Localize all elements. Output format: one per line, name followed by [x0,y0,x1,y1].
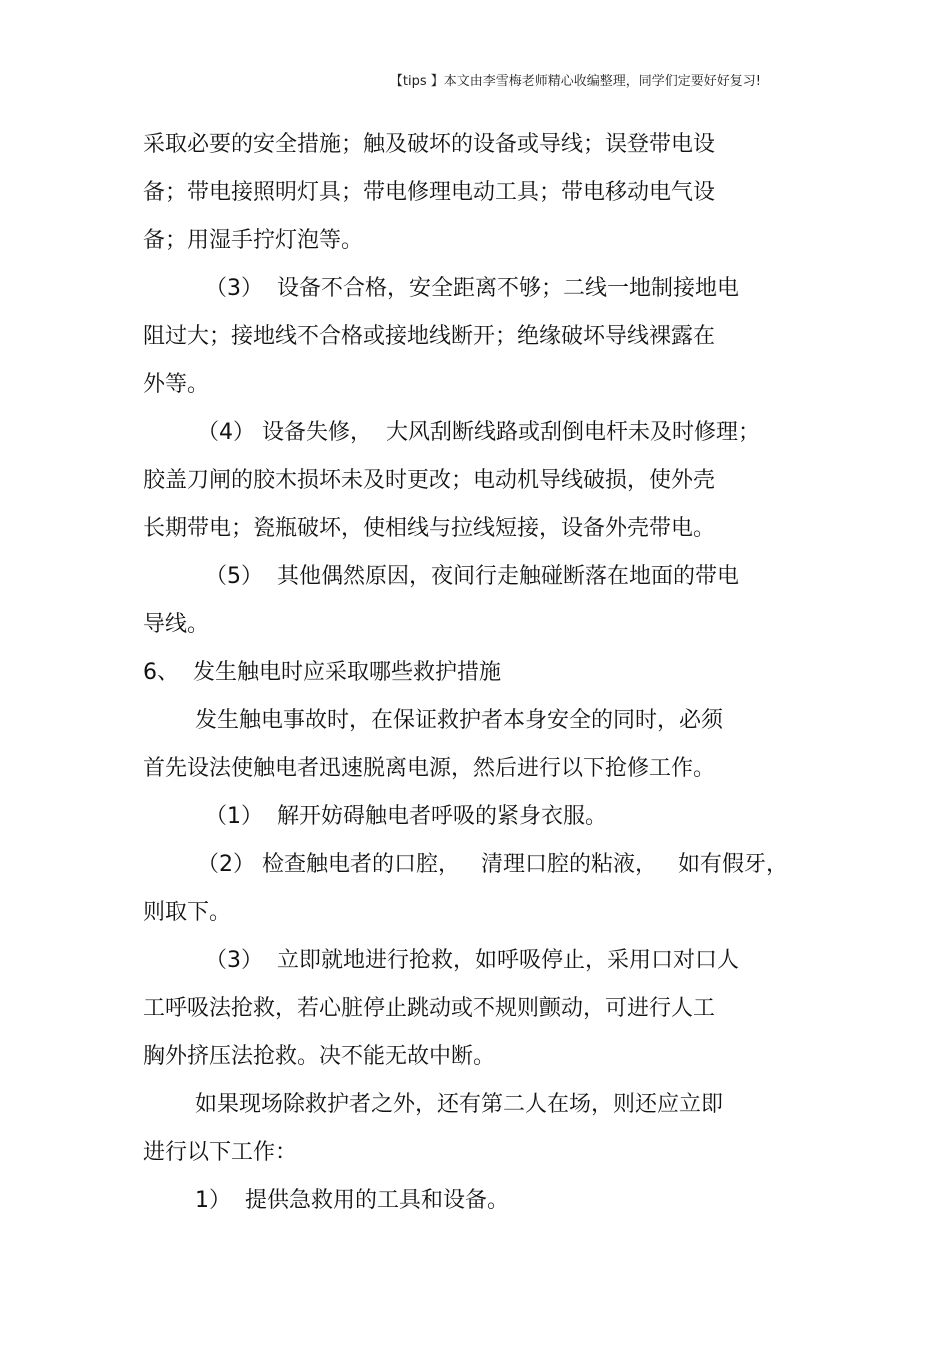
text-line: 胶盖刀闸的胶木损坏未及时更改；电动机导线破损，使外壳 [143,468,716,493]
text-line: （5） 其他偶然原因，夜间行走触碰断落在地面的带电 [205,564,739,589]
text-line: 导线。 [143,612,210,637]
text-line: （3） 立即就地进行抢救，如呼吸停止，采用口对口人 [205,948,739,973]
text-line: （4） 设备失修， 大风刮断线路或刮倒电杆未及时修理； [197,420,760,445]
text-line: 发生触电事故时，在保证救护者本身安全的同时，必须 [195,708,724,733]
text-line: 1） 提供急救用的工具和设备。 [195,1188,509,1213]
text-line: 备；带电接照明灯具；带电修理电动工具；带电移动电气设 [143,180,716,205]
text-line: 备；用湿手拧灯泡等。 [143,228,364,253]
text-line: 进行以下工作： [143,1140,298,1165]
text-line: 外等。 [143,372,210,397]
header-tip: 【tips 】本文由李雪梅老师精心收编整理，同学们定要好好复习! [389,74,761,89]
text-line: 工呼吸法抢救，若心脏停止跳动或不规则颤动，可进行人工 [143,996,716,1021]
text-line: 胸外挤压法抢救。决不能无故中断。 [143,1044,496,1069]
section-heading: 6、 发生触电时应采取哪些救护措施 [143,660,501,685]
text-line: （3） 设备不合格，安全距离不够；二线一地制接地电 [205,276,739,301]
text-line: 长期带电；瓷瓶破坏，使相线与拉线短接，设备外壳带电。 [143,516,716,541]
text-line: 采取必要的安全措施；触及破坏的设备或导线；误登带电设 [143,132,716,157]
text-line: 则取下。 [143,900,232,925]
text-line: （1） 解开妨碍触电者呼吸的紧身衣服。 [205,804,607,829]
text-line: 首先设法使触电者迅速脱离电源，然后进行以下抢修工作。 [143,756,716,781]
text-line: 阻过大；接地线不合格或接地线断开；绝缘破坏导线裸露在 [143,324,716,349]
text-line: （2） 检查触电者的口腔， 清理口腔的粘液， 如有假牙， [197,852,788,877]
text-line: 如果现场除救护者之外，还有第二人在场，则还应立即 [195,1092,724,1117]
